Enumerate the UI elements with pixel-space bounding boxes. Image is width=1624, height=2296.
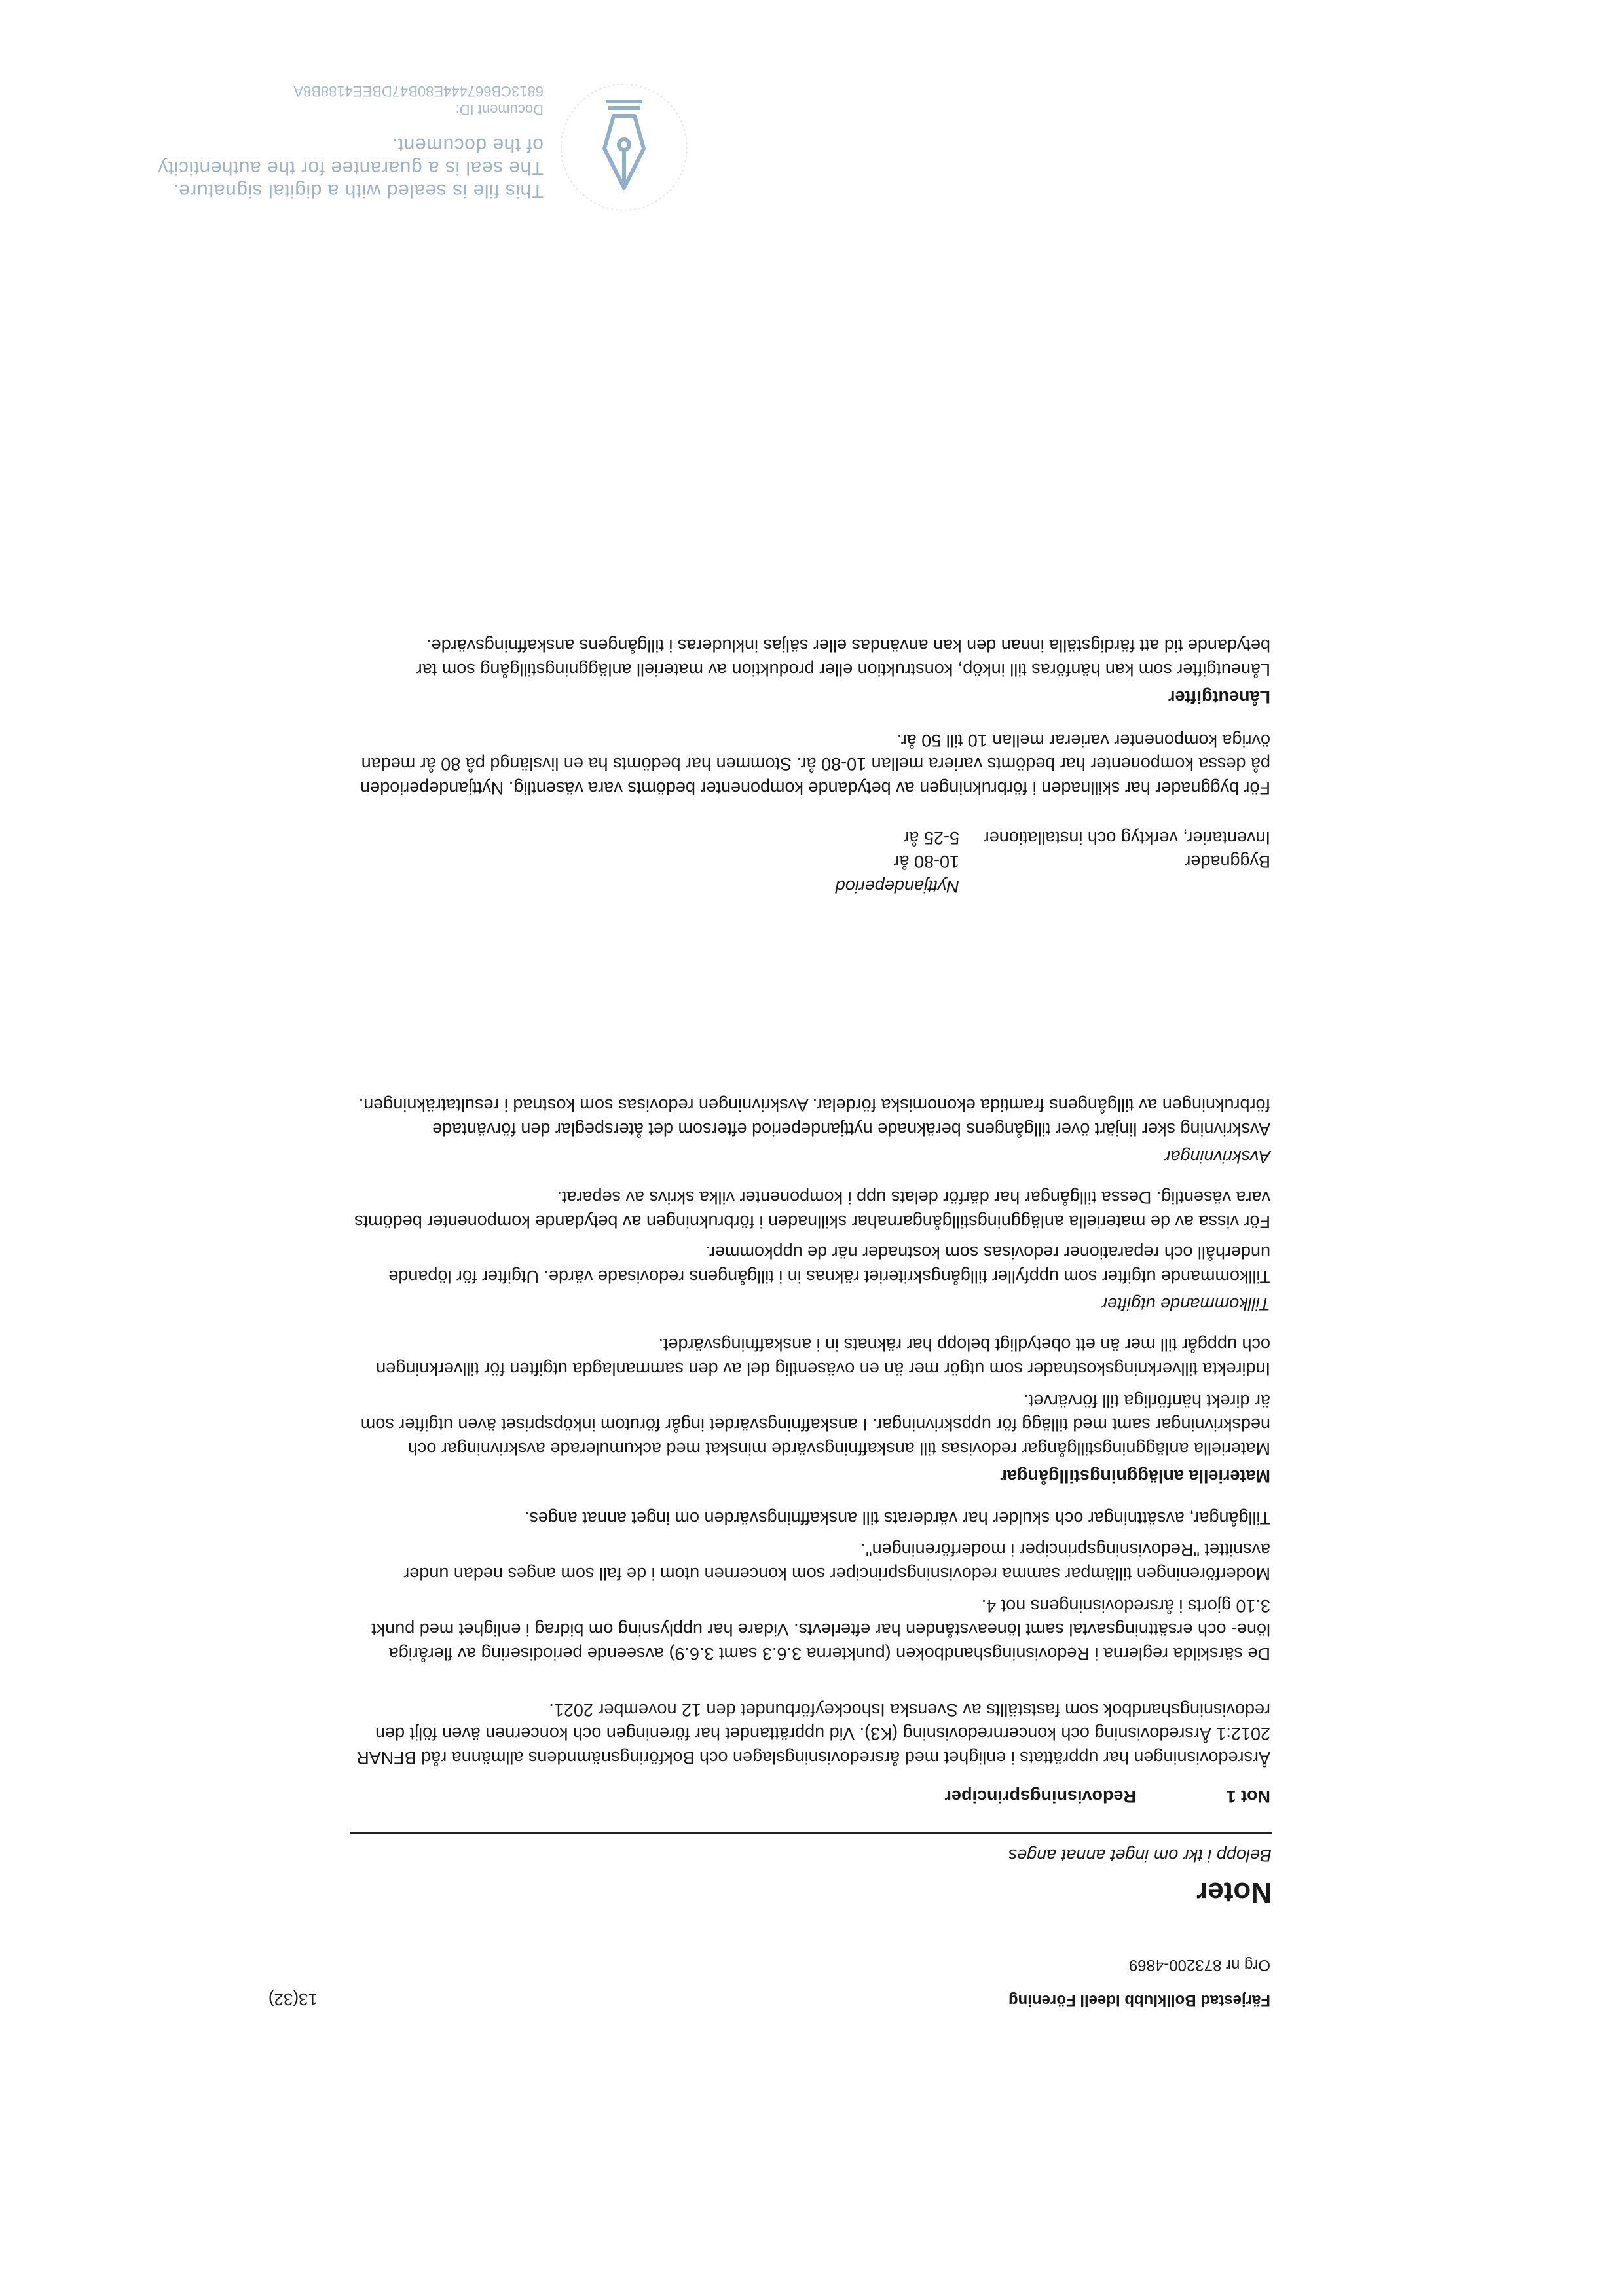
useful-life-row-label: Inventarier, verktyg och installationer (983, 828, 1270, 848)
header-page-number: 13(32) (268, 1990, 318, 2009)
amount-note: Belopp i tkr om inget annat anges (1008, 1846, 1272, 1865)
seal-line: of the document. (392, 134, 544, 156)
paragraph-3: Moderföreningen tillämpar samma redovisningsprinciper som koncernen utom i de fall som anges nedan under avsnittet "Redovisningsprinciper i moderföreningen". (403, 1540, 1270, 1584)
header-org-name: Färjestad Bollklubb Ideell Förening (1008, 1992, 1270, 2009)
paragraph-11: Låneutgifter som kan hänföras till inköp, konstruktion eller produktion av materiell anläggningstillgång som tar betydande tid att färdigställa innan den kan användas eller säljas inkluderas i tillgångens anskaffningsvärde. (416, 636, 1270, 680)
paragraph-1: Årsredovisningen har upprättats i enlighet med årsredovisningslagen och Bokföringsnämndens allmänna råd BFNAR 2012:1 Årsredovisning och koncernredovisning (K3). Vid upprättandet har föreningen och koncernen även följt den redovisningshandbok som fastställts av Svenska Ishockeyförbundet den 12 november 2021. (356, 1700, 1270, 1768)
title-rule (350, 1832, 1272, 1834)
note-title: Redovisningsprinciper (944, 1787, 1136, 1806)
seal-id-label: Document ID: (455, 101, 544, 118)
paragraph-10: För byggnader har skillnaden i förbrukningen av betydande komponenter bedömts vara väsentlig. Nyttjandeperioden på dessa komponenter har bedömts variera mellan 10-80 år. Stommen har bedömts ha en livslängd på 80 år medan övriga komponenter varierar mellan 10 till 50 år. (360, 731, 1270, 798)
paragraph-4: Tillgångar, avsättningar och skulder har värderats till anskaffningsvärden om inget annat anges. (524, 1508, 1270, 1528)
seal-line: The seal is a guarantee for the authenticity (157, 157, 544, 179)
heading-laneutgifter: Låneutgifter (1168, 687, 1270, 707)
paragraph-7: Tillkommande utgifter som uppfyller tillgångskriteriet räknas in i tillgångens redovisade värde. Utgifter för löpande underhåll och reparationer redovisas som kostnader när de uppkommer. (388, 1243, 1270, 1286)
page-title: Noter (1196, 1876, 1272, 1908)
paragraph-6: Indirekta tillverkningskostnader som utgör mer än en oväsentlig del av den sammanlagda utgiften för tillverkningen och uppgår till mer än ett obetydligt belopp har räknats in i anskaffningsvärdet. (376, 1335, 1270, 1379)
paragraph-8: För vissa av de materiella anläggningstillgångarnahar skillnaden i förbrukningen av betydande komponenter bedömts vara väsentlig. Dessa tillgångar har därför delats upp i komponenter vilka skrivs av separat. (354, 1188, 1270, 1231)
useful-life-row-value: 10-80 år (893, 852, 959, 871)
seal-id-value: 6813CB667444E80B47DBEE4188B8A (293, 83, 544, 100)
seal-text (158, 134, 544, 202)
heading-materiella: Materiella anläggningstillgångar (1000, 1467, 1270, 1486)
seal-line: This file is sealed with a digital signature. (172, 180, 544, 202)
useful-life-header: Nyttjandeperiod (835, 877, 959, 896)
useful-life-row-value: 5-25 år (903, 828, 959, 848)
paragraph-9: Avskrivning sker linjärt över tillgångens beräknade nyttjandeperiod eftersom det återspeglar den förväntade förbrukningen av tillgångens framtida ekonomiska fördelar. Avskrivningen redovisas som kostnad i resultaträkningen. (358, 1095, 1270, 1139)
heading-tillkommande: Tillkommande utgifter (1101, 1294, 1270, 1314)
paragraph-5: Materiella anläggningstillgångar redovisas till anskaffningsvärde minskat med ackumulerade avskrivningar och nedskrivningar samt med tillägg för uppskrivningar. I anskaffningsvärdet ingår förutom inköpspriset även utgifter som är direkt hänförliga till förvärvet. (360, 1391, 1270, 1459)
note-label: Not 1 (1226, 1787, 1270, 1806)
digital-seal-icon (557, 80, 691, 214)
useful-life-row-label: Byggnader (1185, 852, 1270, 871)
heading-avskrivningar: Avskrivningar (1164, 1147, 1270, 1167)
paragraph-2: De särskilda reglerna i Redovisningshandboken (punkterna 3.6.3 samt 3.6.9) avseende periodisering av fleråriga löne- och ersättningsavtal samt löneavstånden har efterlevts. Vidare har upplysning om bidrag i enlighet med punkt 3.10 gjorts i årsredovisningens not 4. (371, 1596, 1270, 1664)
header-org-number: Org nr 873200-4869 (1128, 1956, 1270, 1974)
seal-document-id (293, 82, 544, 118)
